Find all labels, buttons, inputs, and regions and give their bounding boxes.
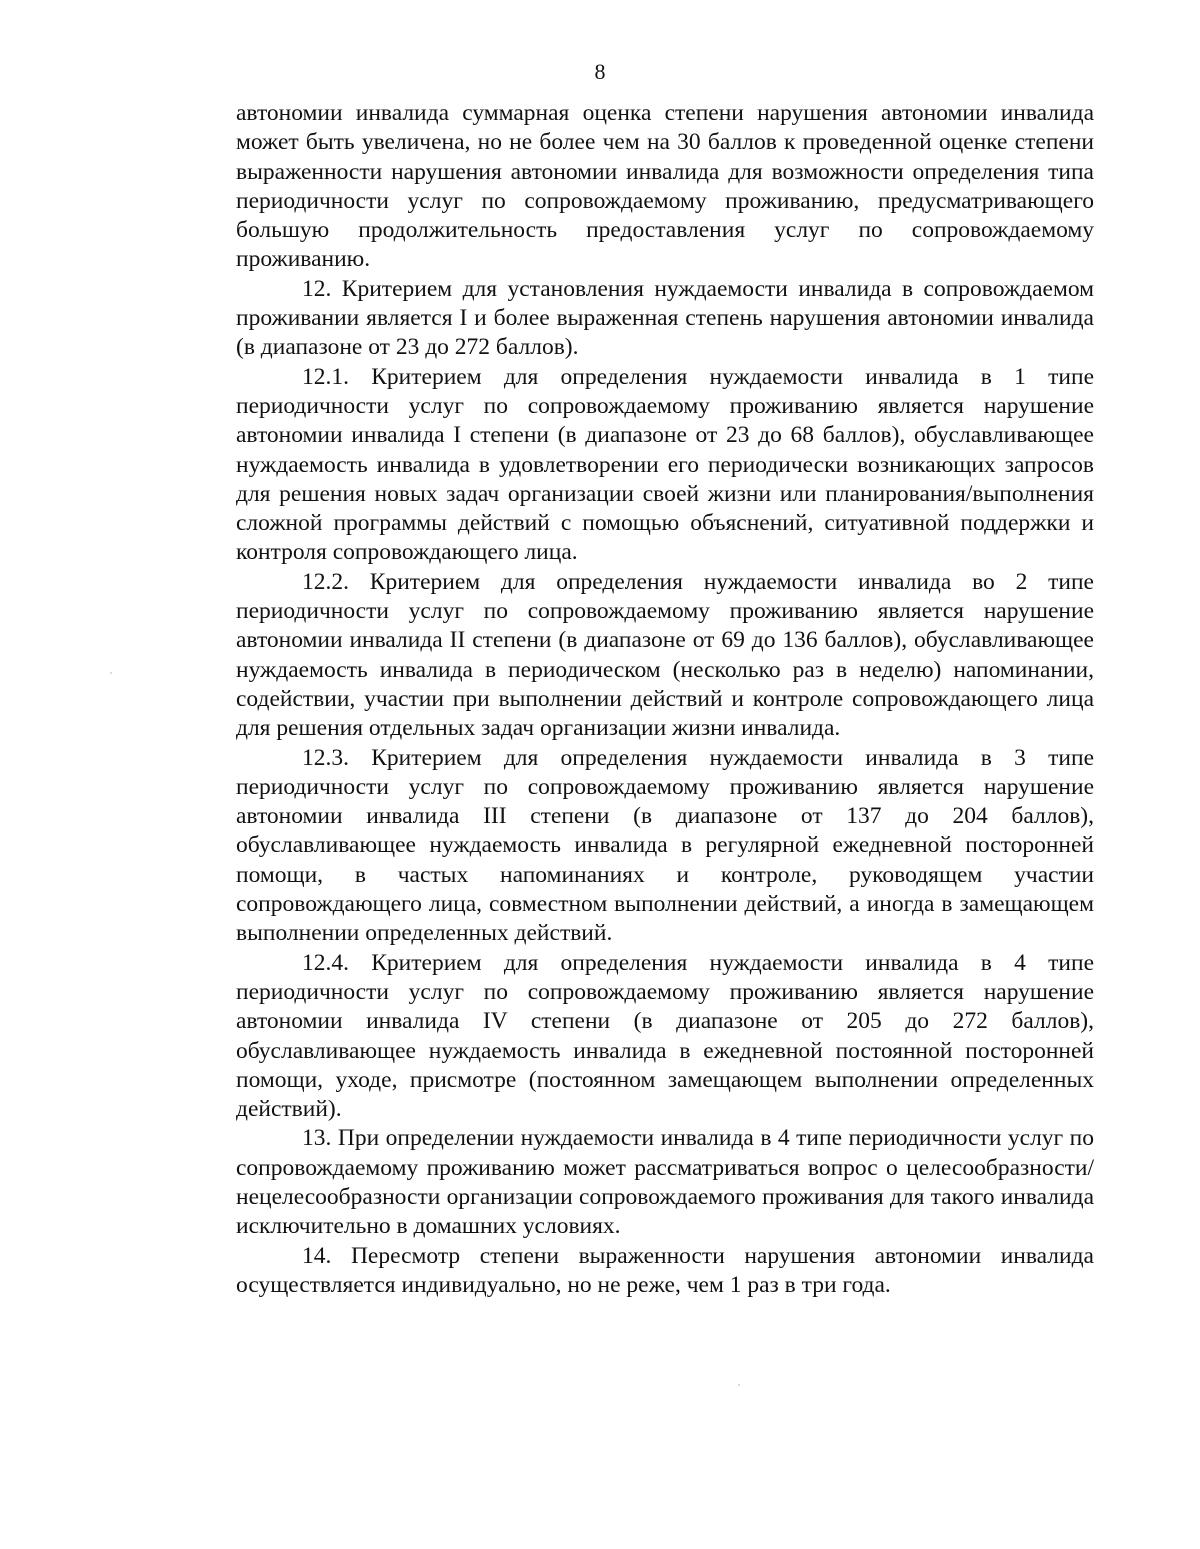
page-number: 8 <box>594 59 606 84</box>
paragraph-14: 14. Пересмотр степени выраженности нарушения автономии инвалида осуществляется индивидуально, но не реже, чем 1 раз в три года. <box>236 1242 1094 1298</box>
paragraph-12: 12. Критерием для установления нуждаемости инвалида в сопровождаемом проживании является I и более выраженная степень нарушения автономии инвалида (в диапазоне от 23 до 272 баллов). <box>236 275 1094 361</box>
document-body <box>236 99 1094 1300</box>
scan-speck <box>738 1384 740 1386</box>
paragraph-13: 13. При определении нуждаемости инвалида в 4 типе периодичности услуг по сопровождаемому проживанию может рассматриваться вопрос о целесообразности/нецелесообразности организации сопровождаемого проживания для такого инвалида исключительно в домашних условиях. <box>236 1125 1094 1240</box>
paragraph-12-2: 12.2. Критерием для определения нуждаемости инвалида во 2 типе периодичности услуг по сопровождаемому проживанию является нарушение автономии инвалида II степени (в диапазоне от 69 до 136 баллов), обуславливающее нуждаемость инвалида в периодическом (несколько раз в неделю) напоминании, содействии, участии при выполнении действий и контроле сопровождающего лица для решения отдельных задач организации жизни инвалида. <box>236 568 1094 742</box>
paragraph-12-1: 12.1. Критерием для определения нуждаемости инвалида в 1 типе периодичности услуг по сопровождаемому проживанию является нарушение автономии инвалида I степени (в диапазоне от 23 до 68 баллов), обуславливающее нуждаемость инвалида в удовлетворении его периодически возникающих запросов для решения новых задач организации своей жизни или планирования/выполнения сложной программы действий с помощью объяснений, ситуативной поддержки и контроля сопровождающего лица. <box>236 363 1094 566</box>
paragraph-12-3: 12.3. Критерием для определения нуждаемости инвалида в 3 типе периодичности услуг по сопровождаемому проживанию является нарушение автономии инвалида III степени (в диапазоне от 137 до 204 баллов), обуславливающее нуждаемость инвалида в регулярной ежедневной посторонней помощи, в частых напоминаниях и контроле, руководящем участии сопровождающего лица, совместном выполнении действий, а иногда в замещающем выполнении определенных действий. <box>236 744 1094 947</box>
scan-speck <box>110 672 112 674</box>
paragraph-12-4: 12.4. Критерием для определения нуждаемости инвалида в 4 типе периодичности услуг по сопровождаемому проживанию является нарушение автономии инвалида IV степени (в диапазоне от 205 до 272 баллов), обуславливающее нуждаемость инвалида в ежедневной постоянной посторонней помощи, уходе, присмотре (постоянном замещающем выполнении определенных действий). <box>236 949 1094 1123</box>
paragraph-continuation: автономии инвалида суммарная оценка степени нарушения автономии инвалида может быть увеличена, но не более чем на 30 баллов к проведенной оценке степени выраженности нарушения автономии инвалида для возможности определения типа периодичности услуг по сопровождаемому проживанию, предусматривающего большую продолжительность предоставления услуг по сопровождаемому проживанию. <box>236 100 1094 273</box>
